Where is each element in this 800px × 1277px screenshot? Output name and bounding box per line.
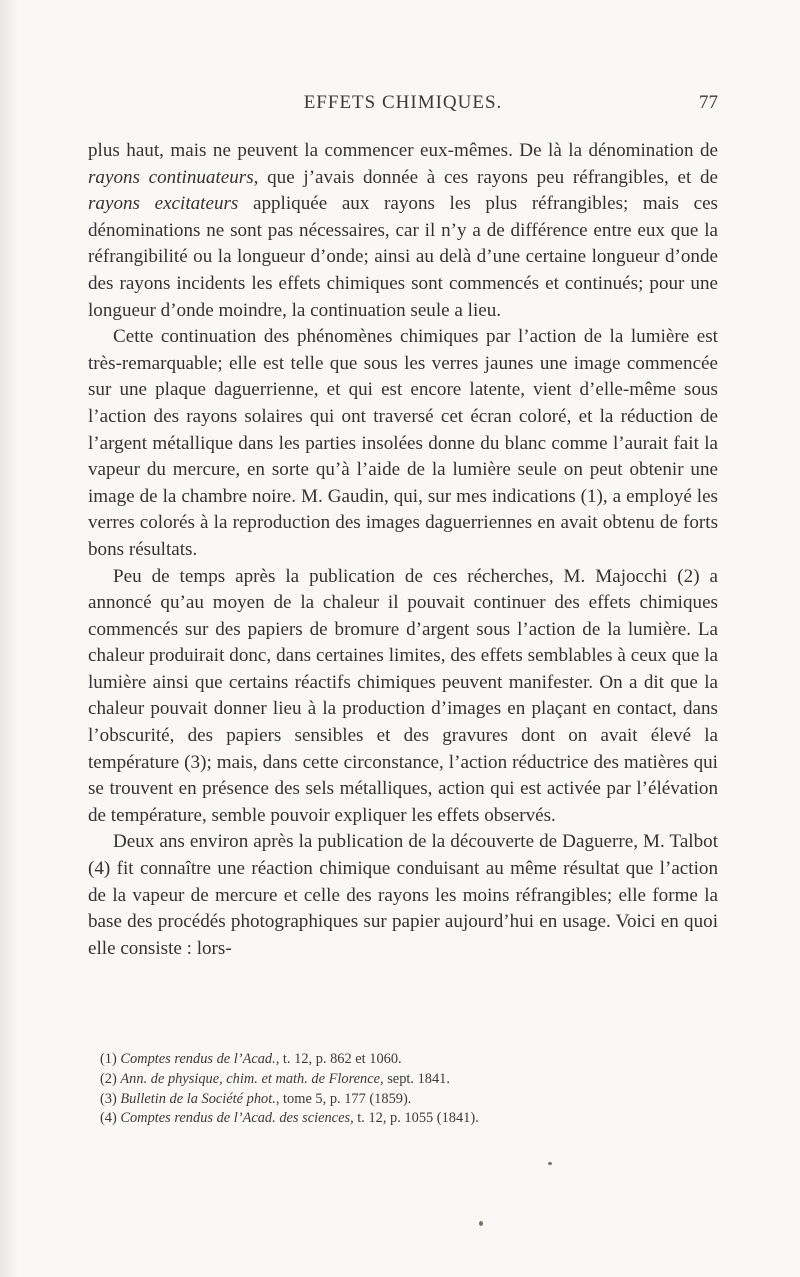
footnote-detail: , t. 12, p. 862 et 1060. <box>275 1051 402 1067</box>
footnote-source: Comptes rendus de l’Acad. des sciences <box>120 1110 351 1127</box>
paragraph-1-text-b: , que j’avais donnée à ces rayons peu réfrangibles, et de <box>253 166 718 188</box>
footnote-number: (3) <box>100 1090 117 1107</box>
paragraph-1 <box>88 138 718 324</box>
footnote-source: Ann. de physique, chim. et math. de Florence <box>120 1070 381 1087</box>
footnote-number: (1) <box>100 1051 117 1067</box>
footnote-detail: , tome 5, p. 177 (1859). <box>275 1090 412 1107</box>
footnote-number: (2) <box>100 1070 117 1087</box>
running-title: EFFETS CHIMIQUES. <box>303 92 503 113</box>
paragraph-1-text-c: appliquée aux rayons les plus réfrangibles; mais ces dénominations ne sont pas nécessaires, car il n’y a de différence entre eux que la réfrangibilité ou la longueur d’onde; ainsi au delà d’une certaine longueur d’onde des rayons incidents les effets chimiques sont commencés et continués; pour une longueur d’onde moindre, la continuation seule a lieu. <box>88 193 718 321</box>
footnote-number: (4) <box>100 1110 117 1127</box>
page-gutter-shadow <box>0 0 18 1277</box>
paragraph-1-text-a: plus haut, mais ne peuvent la commencer eux-mêmes. De là la dénomination de <box>88 140 718 161</box>
footnote-1 <box>100 1050 720 1070</box>
footnote-source: Bulletin de la Société phot. <box>120 1090 276 1107</box>
footnote-source: Comptes rendus de l’Acad. <box>120 1051 276 1067</box>
term-rayons-continuateurs: rayons continuateurs <box>88 166 254 188</box>
footnote-2 <box>100 1070 720 1090</box>
running-header <box>88 92 718 122</box>
paragraph-4: Deux ans environ après la publication de la découverte de Daguerre, M. Talbot (4) fit connaître une réaction chimique conduisant au même résultat que l’action de la vapeur de mercure et celle des rayons les moins réfrangibles; elle forme la base des procédés photographiques sur papier aujourd’hui en usage. Voici en quoi elle consiste : lors- <box>88 831 718 959</box>
body-text <box>88 138 718 962</box>
paragraph-3: Peu de temps après la publication de ces récherches, M. Majocchi (2) a annoncé qu’au moyen de la chaleur il pouvait continuer des effets chimiques commencés sur des papiers de bromure d’argent sous l’action de la lumière. La chaleur produirait donc, dans certaines limites, des effets semblables à ceux que la lumière ainsi que certains réactifs chimiques peuvent manifester. On a dit que la chaleur pouvait donner lieu à la production d’images en plaçant en contact, dans l’obscurité, des papiers sensibles et des gravures dont on avait élevé la température (3); mais, dans cette circonstance, l’action réductrice des matières qui se trouvent en présence des sels métalliques, action qui est activée par l’élévation de température, semble pouvoir expliquer les effets observés. <box>88 565 718 826</box>
footnotes <box>100 1050 720 1129</box>
ink-speck <box>548 1162 552 1165</box>
page-number: 77 <box>699 92 718 113</box>
footnote-3 <box>100 1090 720 1110</box>
footnote-detail: , sept. 1841. <box>380 1070 450 1087</box>
footnote-detail: , t. 12, p. 1055 (1841). <box>350 1110 479 1127</box>
paragraph-2: Cette continuation des phénomènes chimiques par l’action de la lumière est très-remarquable; elle est telle que sous les verres jaunes une image commencée sur une plaque daguerrienne, et qui est encore latente, vient d’elle-même sous l’action des rayons solaires qui ont traversé cet écran coloré, et la réduction de l’argent métallique dans les parties insolées donne du blanc comme l’aurait fait la vapeur du mercure, en sorte qu’à l’aide de la lumière seule on peut obtenir une image de la chambre noire. M. Gaudin, qui, sur mes indications (1), a employé les verres colorés à la reproduction des images daguerriennes en avait obtenu de forts bons résultats. <box>88 326 718 560</box>
footnote-4 <box>100 1109 720 1129</box>
ink-speck <box>479 1221 483 1226</box>
term-rayons-excitateurs: rayons excitateurs <box>88 193 239 215</box>
